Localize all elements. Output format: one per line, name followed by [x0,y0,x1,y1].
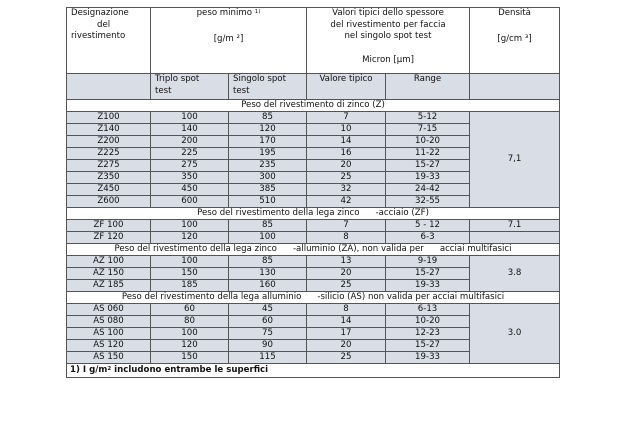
cell-tipico: 25 [307,280,386,292]
cell-singolo: 45 [229,304,307,316]
cell-tipico: 10 [307,124,386,136]
cell-range: 9-19 [386,256,470,268]
cell-singolo: 85 [229,256,307,268]
subheader-empty-density [470,74,560,100]
cell-designation: Z140 [67,124,151,136]
cell-triplo: 185 [151,280,229,292]
footnote-sup: 2 [107,366,112,372]
cell-range: 24-42 [386,184,470,196]
cell-range: 32-55 [386,196,470,208]
cell-range: 6-13 [386,304,470,316]
header-designation-line1: Designazione [71,8,129,18]
section-za-title-b: -alluminio (ZA), non valida per [292,244,424,254]
section-title-z [67,100,560,112]
cell-designation: Z600 [67,196,151,208]
cell-range: 5-12 [386,112,470,124]
min-weight-title: peso minimo [196,8,253,18]
cell-range: 15-27 [386,268,470,280]
cell-range: 15-27 [386,340,470,352]
cell-triplo: 140 [151,124,229,136]
density-za: 3.8 [470,256,560,292]
triplo-line1: Triplo spot [155,74,200,84]
cell-singolo: 235 [229,160,307,172]
min-weight-sup: 1) [254,9,261,15]
section-za-title-c: acciai multifasici [439,244,512,254]
cell-tipico: 7 [307,112,386,124]
cell-tipico: 20 [307,268,386,280]
cell-tipico: 25 [307,352,386,364]
section-title-za [67,244,560,256]
cell-tipico: 17 [307,328,386,340]
density-zf: 7.1 [470,220,560,232]
cell-triplo: 450 [151,184,229,196]
cell-triplo: 120 [151,232,229,244]
thickness-line2: del rivestimento per faccia [330,19,446,30]
subheader-triplo [151,74,229,100]
header-designation-line2: del [97,19,111,30]
thickness-line3: nel singolo spot test [344,31,432,41]
cell-designation: Z350 [67,172,151,184]
section-zf-title [67,208,560,220]
header-min-weight [151,8,307,74]
cell-triplo: 225 [151,148,229,160]
cell-designation: Z225 [67,148,151,160]
cell-singolo: 195 [229,148,307,160]
cell-triplo: 100 [151,220,229,232]
header-designation [67,8,151,74]
subheader-empty [67,74,151,100]
subheader-range: Range [386,74,470,100]
cell-designation: Z450 [67,184,151,196]
footnote [67,364,560,378]
subheader-row [67,74,560,100]
density-zf-empty [470,232,560,244]
subheader-tipico: Valore tipico [307,74,386,100]
cell-singolo: 160 [229,280,307,292]
cell-range: 11-22 [386,148,470,160]
cell-range: 6-3 [386,232,470,244]
cell-designation: AS 150 [67,352,151,364]
cell-singolo: 385 [229,184,307,196]
cell-designation: AS 100 [67,328,151,340]
cell-designation: ZF 100 [67,220,151,232]
cell-singolo: 85 [229,220,307,232]
cell-range: 12-23 [386,328,470,340]
section-title-zf [67,208,560,220]
cell-singolo: 100 [229,232,307,244]
cell-tipico: 20 [307,340,386,352]
cell-designation: Z200 [67,136,151,148]
header-thickness [307,8,470,74]
cell-tipico: 25 [307,172,386,184]
header-min-weight-title [153,8,304,20]
cell-singolo: 85 [229,112,307,124]
cell-tipico: 8 [307,304,386,316]
cell-designation: AZ 185 [67,280,151,292]
footnote-suffix: includono entrambe le superfici [111,365,269,375]
section-zf-title-a: Peso del rivestimento della lega zinco [197,208,360,218]
cell-singolo: 510 [229,196,307,208]
cell-designation: AZ 150 [67,268,151,280]
density-z: 7,1 [470,112,560,208]
cell-range: 7-15 [386,124,470,136]
density-as: 3.0 [470,304,560,364]
cell-triplo: 350 [151,172,229,184]
cell-singolo: 90 [229,340,307,352]
cell-range: 5 - 12 [386,220,470,232]
section-as-title-a: Peso del rivestimento della lega alluminio [121,292,302,302]
cell-triplo: 80 [151,316,229,328]
cell-triplo: 600 [151,196,229,208]
section-z-title: Peso del rivestimento di zinco (Z) [67,100,560,112]
table-row [67,112,560,124]
cell-triplo: 150 [151,352,229,364]
cell-range: 10-20 [386,316,470,328]
footnote-prefix: 1) I g/m [70,365,108,375]
cell-tipico: 8 [307,232,386,244]
table-row [67,256,560,268]
table-row [67,220,560,232]
coating-table-wrapper [66,7,559,378]
section-za-title [67,244,560,256]
cell-designation: AS 060 [67,304,151,316]
cell-singolo: 75 [229,328,307,340]
min-weight-unit: [g/m ²] [213,33,244,44]
header-row [67,8,560,74]
cell-tipico: 16 [307,148,386,160]
cell-triplo: 100 [151,112,229,124]
cell-singolo: 120 [229,124,307,136]
thickness-line1: Valori tipici dello spessore [332,8,444,18]
cell-triplo: 100 [151,256,229,268]
singolo-line1: Singolo spot [233,74,286,84]
subheader-singolo [229,74,307,100]
section-za-title-a: Peso del rivestimento della lega zinco [114,244,277,254]
thickness-unit: Micron [µm] [362,54,414,65]
cell-range: 19-33 [386,280,470,292]
header-designation-line3: rivestimento [71,31,126,41]
cell-range: 19-33 [386,352,470,364]
section-title-as [67,292,560,304]
table-row [67,304,560,316]
cell-triplo: 60 [151,304,229,316]
cell-range: 10-20 [386,136,470,148]
cell-singolo: 170 [229,136,307,148]
density-title: Densità [498,8,531,18]
cell-singolo: 300 [229,172,307,184]
cell-designation: AZ 100 [67,256,151,268]
density-unit: [g/cm ³] [497,33,532,44]
cell-singolo: 115 [229,352,307,364]
header-density [470,8,560,74]
cell-tipico: 7 [307,220,386,232]
cell-tipico: 32 [307,184,386,196]
cell-triplo: 120 [151,340,229,352]
cell-tipico: 42 [307,196,386,208]
section-zf-title-b: -acciaio (ZF) [375,208,429,218]
table-row [67,232,560,244]
section-as-title-b: -silicio (AS) non valida per acciai multifasici [317,292,505,302]
cell-tipico: 14 [307,136,386,148]
cell-designation: AS 080 [67,316,151,328]
cell-tipico: 14 [307,316,386,328]
cell-designation: Z275 [67,160,151,172]
cell-triplo: 200 [151,136,229,148]
cell-triplo: 100 [151,328,229,340]
cell-designation: AS 120 [67,340,151,352]
cell-designation: ZF 120 [67,232,151,244]
section-as-title [67,292,560,304]
coating-table [66,7,560,378]
cell-range: 19-33 [386,172,470,184]
cell-range: 15-27 [386,160,470,172]
cell-triplo: 150 [151,268,229,280]
footnote-row [67,364,560,378]
cell-singolo: 130 [229,268,307,280]
cell-tipico: 20 [307,160,386,172]
singolo-line2: test [233,85,250,96]
cell-designation: Z100 [67,112,151,124]
cell-tipico: 13 [307,256,386,268]
triplo-line2: test [155,85,172,96]
cell-singolo: 60 [229,316,307,328]
cell-triplo: 275 [151,160,229,172]
